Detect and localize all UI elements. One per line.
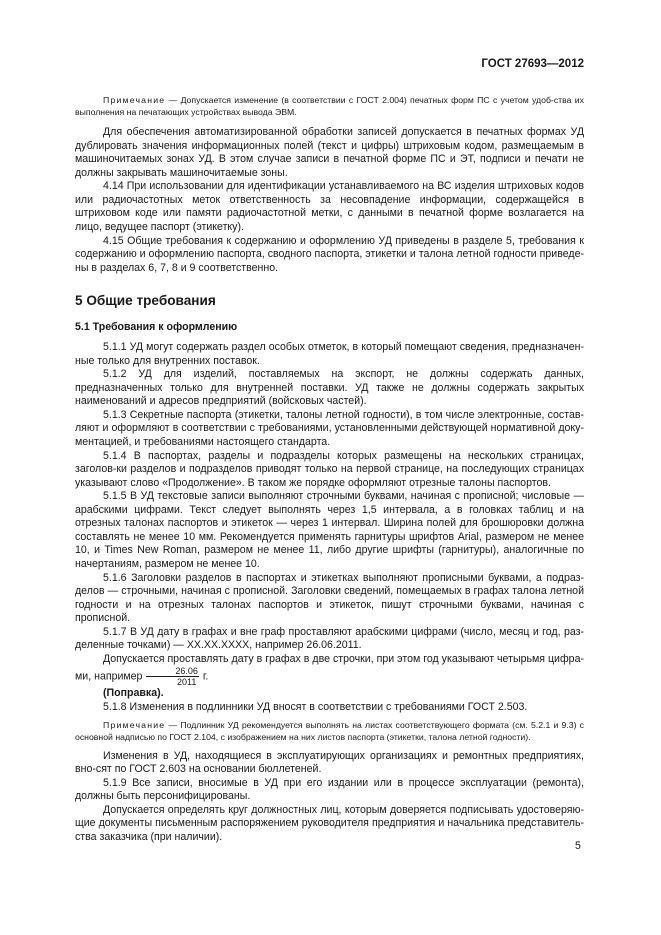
date-fraction-year: 2011	[176, 677, 197, 688]
note-print-forms	[75, 95, 584, 118]
paragraph-officials-signing: Допускается определять круг должностных лиц, которым доверяется подписывать удостоверяю-щие документы письменным распоряжением руководителя предприятия и начальника представитель-ства заказчика (при наличии).	[75, 803, 584, 843]
date-fraction	[146, 666, 199, 687]
date-text-before: Допускается проставлять дату в графах в две строчки, при этом год указывают четырьмя цифра-ми, например	[75, 652, 584, 683]
paragraph-5-1-4: 5.1.4 В паспортах, разделы и подразделы которых размещены на нескольких страницах, заголов-ки разделов и подразделов приводят только на первой странице, на последующих страницах указывают слово «Продолжение». В таком же порядке оформляют отрезные талоны паспортов.	[75, 449, 584, 489]
paragraph-5-1-6: 5.1.6 Заголовки разделов в паспортах и этикетках выполняют прописными буквами, а подраз-делов — строчными, начиная с прописной. Заголовки сведений, помещаемых в графах талона летной годности и на отрезных талонах паспортов и этикеток, пишут строчными буквами, начиная с прописной.	[75, 571, 584, 625]
paragraph-5-1-9: 5.1.9 Все записи, вносимые в УД при его издании или в процессе эксплуатации (ремонта), должны быть персонифицированы.	[75, 776, 584, 803]
date-text-after: г.	[199, 670, 209, 683]
subsection-5-1-heading: 5.1 Требования к оформлению	[75, 321, 238, 334]
document-body	[75, 56, 584, 844]
paragraph-5-1-1: 5.1.1 УД могут содержать раздел особых отметок, в который помещают сведения, предназначен-ные только для внутренних поставок.	[75, 341, 584, 367]
paragraph-5-1-5: 5.1.5 В УД текстовые записи выполняют строчными буквами, начиная с прописной; числовые — арабскими цифрами. Текст следует выполнять через 1,5 интервала, а в головках таблиц и на отрезных талонах паспортов и этикеток — через 1 интервал. Ширина полей для брошюровки должна составлять не менее 10 мм. Рекомендуется применять гарнитуры шрифтов Arial, размером не менее 10, и Times New Roman, размером не менее 11, либо другие шрифты (гарнитуры), аналогичные по начертаниям, размером не менее 10.	[75, 490, 584, 570]
note-label: Примечание	[103, 95, 166, 105]
paragraph-5-1-3: 5.1.3 Секретные паспорта (этикетки, талоны летной годности), в том числе электронные, состав-ляют и оформляют в соответствии с требованиями, установленными действующей нормативной доку-ментацией, и требованиями настоящего стандарта.	[75, 408, 584, 449]
note-text: — Подлинник УД рекомендуется выполнять на листах соответствующего формата (см. 5.2.1 и 9.3) с основной надписью по ГОСТ 2.104, с изображением на них листов паспорта (этикетки, талона летной годности).	[75, 720, 584, 743]
paragraph-changes-bulletins: Изменения в УД, находящиеся в эксплуатирующих организациях и ремонтных предприятиях, вно-сят по ГОСТ 2.603 на основании бюллетеней.	[75, 749, 584, 776]
paragraph-4-14: 4.14 При использовании для идентификации устанавливаемого на ВС изделия штриховых кодов или радиочастотных меток ответственность за несовпадение информации, содержащейся в штриховом коде или памяти радиочастотной метки, с данными в печатной форме возлагается на лицо, ведущее паспорт (этикетку).	[75, 180, 584, 234]
paragraph-5-1-7: 5.1.7 В УД дату в графах и вне граф проставляют арабскими цифрами (число, месяц и год, раз-деленные точками) — XX.XX.XXXX, например 26.06.2011.	[75, 625, 584, 652]
paragraph-date-two-lines	[75, 653, 584, 688]
paragraph-4-15: 4.15 Общие требования к содержанию и оформлению УД приведены в разделе 5, требования к содержанию и оформлению паспорта, сводного паспорта, этикетки и талона летной годности приведе-ны в разделах 6, 7, 8 и 9 соответственно.	[75, 234, 584, 274]
date-fraction-day-month: 26.06	[146, 666, 199, 677]
note-label: Примечание	[103, 720, 166, 731]
amendment-label: (Поправка).	[103, 687, 164, 700]
page-number: 5	[575, 840, 581, 852]
paragraph-5-1-2: 5.1.2 УД для изделий, поставляемых на экспорт, не должны содержать данных, предназначенных только для внутренней поставки. УД также не должны содержать закрытых наименований и адресов предприятий (войсковых частей).	[75, 368, 584, 408]
document-code-header: ГОСТ 27693—2012	[481, 58, 584, 70]
note-originals	[75, 720, 584, 743]
paragraph-automated-processing: Для обеспечения автоматизированной обработки записей допускается в печатных формах УД дублировать значения информационных полей (текст и цифры) штриховым кодом, размещаемым в машиночитаемых зонах УД. В этом случае записи в печатной форме ПС и ЭТ, подписи и печати не должны закрывать машиночитаемые зоны.	[75, 126, 584, 179]
paragraph-5-1-8: 5.1.8 Изменения в подлинники УД вносят в соответствии с требованиями ГОСТ 2.503.	[103, 700, 528, 713]
section-5-heading: 5 Общие требования	[75, 293, 216, 309]
note-text: — Допускается изменение (в соответствии с ГОСТ 2.004) печатных форм ПС с учетом удоб-ства их выполнения на печатающих устройствах вывода ЭВМ.	[75, 95, 584, 117]
